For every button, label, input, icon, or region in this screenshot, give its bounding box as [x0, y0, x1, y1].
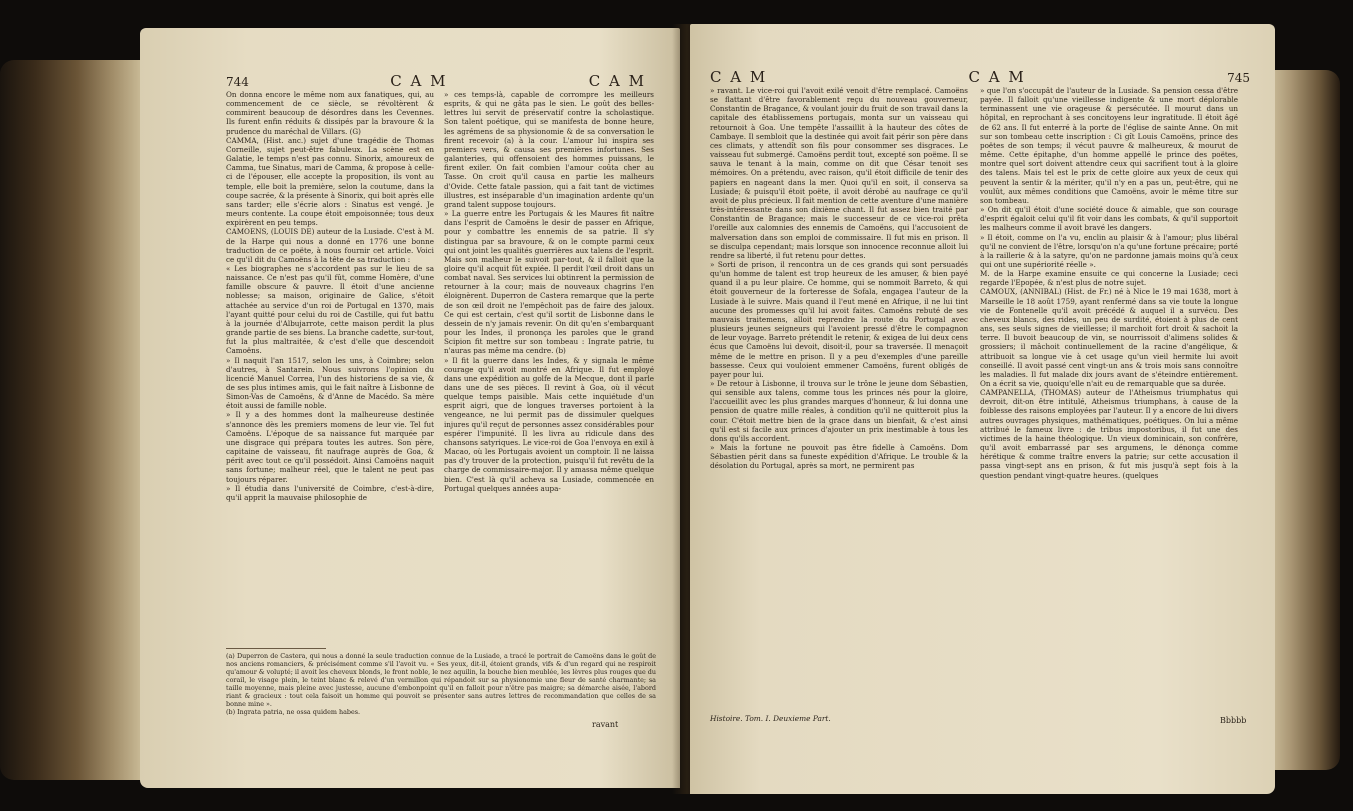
- running-head-left: C A M: [710, 68, 768, 86]
- running-head-left: C A M: [390, 72, 448, 90]
- footnotes: [226, 652, 656, 716]
- column-text: On donna encore le même nom aux fanatiques, qui, au commencement de ce siècle, se révoltèrent & commirent beaucoup de désordres dans les Cevennes. Ils furent enfin réduits & dissipés par la bravoure & la prudence du maréchal de Villars. (G) CAMMA, (Hist. anc.) sujet d'une tragédie de Thomas Corneille, sujet peut-être fabuleux. La scène est en Galatie, le temps n'est pas connu. Sinorix, amoureux de Camma, tue Sinatus, mari de Camma, & propose à celle-ci de l'épouser, elle accepte la proposition, ils vont au temple, elle boit la première, selon la coutume, dans la coupe sacrée, & la présente à Sinorix, qui boit après elle sans tarder; elle s'écrie alors : Sinatus est vengé. Je meurs contente. La coupe étoit empoisonnée; tous deux expirèrent en peu temps. CAMOENS, (LOUIS DE) auteur de la Lusiade. C'est à M. de la Harpe qui nous a donné en 1776 une bonne traduction de ce poëte, à nous fournir cet article. Voici ce qu'il dit du Camoëns à la tête de sa traduction : « Les biographes ne s'accordent pas sur le lieu de sa naissance. Ce n'est pas qu'il fût, comme Homère, d'une famille obscure & pauvre. Il étoit d'une ancienne noblesse; sa maison, originaire de Galice, s'étoit attachée au service d'un roi de Portugal en 1370, mais l'ayant quitté pour celui du roi de Castille, qui fut battu à la journée d'Albujarrote, cette maison perdit la plus grande partie de ses biens. La branche cadette, sur-tout, fut la plus maltraitée, & c'est d'elle que descendoit Camoëns. » Il naquit l'an 1517, selon les uns, à Coimbre; selon d'autres, à Santarein. Nous suivrons l'opinion du licencié Manuel Correa, l'un des historiens de sa vie, & de ses plus intimes amis, qui le fait naître à Lisbonne de Simon-Vas de Camoëns, & d'Anne de Macédo. Sa mère étoit aussi de famille noble. » Il y a des hommes dont la malheureuse destinée s'annonce dès les premiers momens de leur vie. Tel fut Camoëns. L'époque de sa naissance fut marquée par une disgrace qui prépara toutes les autres. Son père, capitaine de vaisseau, fit naufrage auprès de Goa, & périt avec tout ce qu'il possédoit. Ainsi Camoëns naquit sans fortune; malheur réel, que le talent ne peut pas toujours réparer. » Il étudia dans l'université de Coimbre, c'est-à-dire, qu'il apprit la mauvaise philosophie de: [226, 90, 434, 502]
- column-text: » ravant. Le vice-roi qui l'avoit exilé venoit d'être remplacé. Camoëns se flattant d'être favorablement reçu du nouveau gouverneur, Constantin de Bragance, & voulant jouir du fruit de son travail dans la capitale des établissemens portugais, monta sur un vaisseau qui retournoit à Goa. Une tempête l'assaillit à la hauteur des côtes de Cambaye. Il sembloit que la destinée qui avoit fait périr son père dans ces climats, y attendît son fils pour consommer ses disgraces. Le vaisseau fut submergé. Camoëns perdit tout, excepté son poëme. Il se sauva le tenant à la main, comme on dit que César tenoit ses mémoires. On a prétendu, avec raison, qu'il étoit difficile de tenir des papiers en nageant dans la mer. Quoi qu'il en soit, il conserva sa Lusiade; & puisqu'il étoit poëte, il avoit dérobé au naufrage ce qu'il avoit de plus précieux. Il fait mention de cette aventure d'une manière très-intéressante dans son dixième chant. Il fut assez bien traité par Constantin de Bragance; mais le successeur de ce vice-roi prêta l'oreille aux calomnies des ennemis de Camoëns, qui l'accusoient de malversation dans son emploi de commissaire. Il fut mis en prison. Il se disculpa cependant; mais lorsque son innocence reconnue alloit lui rendre sa liberté, il fut retenu pour dettes. » Sorti de prison, il rencontra un de ces grands qui sont persuadés qu'un homme de talent est trop heureux de les amuser, & bien payé quand il a pu leur plaire. Ce homme, qui se nommoit Barreto, & qui étoit gouverneur de la forteresse de Sofala, engagea l'auteur de la Lusiade à le suivre. Mais quand il l'eut mené en Afrique, il ne lui tint aucune des promesses qu'il lui avoit faites. Camoëns rebuté de ses mauvais traitemens, alloit reprendre la route du Portugal avec plusieurs jeunes seigneurs qui l'avoient pressé d'être le compagnon de leur voyage. Barreto prétendit le retenir, & exigea de lui deux cens écus que Camoëns lui devoit, disoit-il, pour sa traversée. Il menaçoit même de le mettre en prison. Il y a peu d'exemples d'une pareille bassesse. Ceux qui vouloient emmener Camoëns, furent obligés de payer pour lui. » De retour à Lisbonne, il trouva sur le trône le jeune dom Sébastien, qui sensible aux talens, comme tous les princes nés pour la gloire, l'accueillit avec les plus grandes marques d'honneur, & lui donna une pension de quatre mille réales, à condition qu'il ne quitteroit plus la cour. C'étoit mettre bien de la grace dans un bienfait, & c'est ainsi qu'il est si facile aux princes d'ajouter un prix inestimable à tous les dons qu'ils accordent. » Mais la fortune ne pouvoit pas être fidelle à Camoëns. Dom Sébastien périt dans sa funeste expédition d'Afrique. Le trouble & la désolation du Portugal, après sa mort, ne permirent pas: [710, 86, 968, 471]
- text-column-1: [710, 86, 968, 736]
- left-page: [140, 28, 680, 788]
- column-text: » ces temps-là, capable de corrompre les meilleurs esprits, & qui ne gâta pas le sien. Le goût des belles-lettres lui servit de préservatif contre la scholastique. Son talent poétique, qui se manifesta de bonne heure, les agrémens de sa physionomie & de sa conversation le firent recevoir (a) à la cour. L'amour lui inspira ses premiers vers, & causa ses premières infortunes. Ses galanteries, qui offensoient des hommes puissans, le firent exiler. On fait combien l'amour coûta cher au Tasse. On croit qu'il causa en partie les malheurs d'Ovide. Cette fatale passion, qui a fait tant de victimes illustres, est inséparable d'un imagination ardente qu'un grand talent suppose toujours. » La guerre entre les Portugais & les Maures fit naître dans l'esprit de Camoëns le desir de passer en Afrique, pour y combattre les ennemis de sa patrie. Il s'y distingua par sa bravoure, & on le compte parmi ceux qui ont joint les qualités guerrières aux talens de l'esprit. Mais son malheur le suivoit par-tout, & il falloit que la gloire qu'il acquit fût expiée. Il perdit l'œil droit dans un combat naval. Ses services lui obtinrent la permission de retourner à la cour; mais de nouveaux chagrins l'en éloignèrent. Duperron de Castera remarque que la perte de son œil droit ne l'empêchoit pas de faire des jaloux. Ce qui est certain, c'est qu'il sortit de Lisbonne dans le dessein de n'y jamais revenir. On dit qu'en s'embarquant pour les Indes, il prononça les paroles que le grand Scipion fit mettre sur son tombeau : Ingrate patrie, tu n'auras pas même ma cendre. (b) » Il fit la guerre dans les Indes, & y signala le même courage qu'il avoit montré en Afrique. Il fut employé dans une expédition au golfe de la Mecque, dont il parle dans une de ses pièces. Il revint à Goa, où il vécut quelque temps paisible. Mais cette inquiétude d'un esprit aigri, que de longues traverses portoient à la vengeance, ne lui permit pas de dissimuler quelques injures qu'il reçut de personnes assez considérables pour espérer l'impunité. Il les livra au ridicule dans des chansons satyriques. Le vice-roi de Goa l'envoya en exil à Macao, où les Portugais avoient un comptoir. Il ne laissa pas d'y trouver de la protection, puisqu'il fut revêtu de la charge de commissaire-major. Il y amassa même quelque bien. C'est là qu'il acheva sa Lusiade, commencée en Portugal quelques années aupa-: [444, 90, 654, 493]
- running-head-right: C A M: [968, 68, 1026, 86]
- footnote-text: (a) Duperron de Castera, qui nous a donné la seule traduction connue de la Lusiade, a tracé le portrait de Camoëns dans le goût de nos anciens romanciers, & précisément comme s'il l'avoit vu. « Ses yeux, dit-il, étoient grands, vifs & d'un regard qui ne respiroit qu'amour & volupté; il avoit les cheveux blonds, le front noble, le nez aquilin, la bouche bien meublée, les lèvres plus rouges que du corail, le visage plein, le teint blanc & relevé d'un vermillon qui répandoit sur sa physionomie une fleur de santé charmante; sa taille moyenne, mais pleine avec justesse, aucune d'embonpoint qu'il en falloit pour n'être pas maigre; sa démarche aisée, l'abord riant & gracieux : tout cela faisoit un homme qui pouvoit se présenter sans autres lettres de recommandation que celles de sa bonne mine ». (b) Ingrata patria, ne ossa quidem habes.: [226, 652, 656, 716]
- volume-footer: Histoire. Tom. I. Deuxieme Part.: [710, 714, 831, 723]
- page-number: 745: [1227, 71, 1250, 85]
- catchword: ravant: [592, 720, 619, 729]
- left-page-stack: [0, 60, 140, 780]
- text-column-1: [226, 90, 434, 650]
- signature-mark: Bbbbb: [1220, 716, 1247, 725]
- footnote-rule: [226, 648, 326, 649]
- text-column-2: [444, 90, 654, 650]
- left-running-head: [226, 72, 646, 90]
- text-column-2: [980, 86, 1238, 736]
- running-head-right: C A M: [588, 72, 646, 90]
- right-page: [690, 24, 1275, 794]
- column-text: » que l'on s'occupât de l'auteur de la Lusiade. Sa pension cessa d'être payée. Il falloit qu'une vieillesse indigente & une mort déplorable terminassent une vie orageuse & persécutée. Il mourut dans un hôpital, en reprochant à ses concitoyens leur ingratitude. Il étoit âgé de 62 ans. Il fut enterré à la porte de l'église de sainte Anne. On mit sur son tombeau cette inscription : Ci gît Louis Camoëns, prince des poëtes de son temps; il vécut pauvre & malheureux, & mourut de même. Cette épitaphe, d'un homme appellé le prince des poëtes, montre quel sort doivent attendre ceux qui sacrifient tout à la gloire des talens. Mais tel est le prix de cette gloire aux yeux de ceux qui peuvent la sentir & la mériter, qu'il n'y en a pas un, peut-être, qui ne voulût, aux mêmes conditions que Camoëns, avoir le même titre sur son tombeau. » On dit qu'il étoit d'une société douce & aimable, que son courage d'esprit égaloit celui qu'il fit voir dans les combats, & qu'il supportoit les malheurs comme il avoit bravé les dangers. » Il étoit, comme on l'a vu, enclin au plaisir & à l'amour; plus libéral qu'il ne convient de l'être, lorsqu'on n'a qu'une fortune précaire; porté à la raillerie & à la satyre, qu'on ne pardonne jamais moins qu'à ceux qui ont une supériorité réelle ». M. de la Harpe examine ensuite ce qui concerne la Lusiade; ceci regarde l'Epopée, & n'est plus de notre sujet. CAMOUX, (ANNIBAL) (Hist. de Fr.) né à Nice le 19 mai 1638, mort à Marseille le 18 août 1759, ayant renfermé dans sa vie toute la longue vie de Fontenelle qu'il avoit précédé & auquel il a survécu. Des cheveux blancs, des rides, un peu de surdité, étoient à plus de cent ans, ses seuls signes de vieillesse; il marchoit fort droit & sachoit la terre. Il buvoit beaucoup de vin, se nourrissoit d'alimens solides & grossiers; il mâchoit continuellement de la racine d'angélique, & attribuoit sa longue vie à cet usage qu'un vieil hermite lui avoit conseillé. Il avoit passé cent vingt-un ans & trois mois sans connoître les maladies. Il fut malade dix jours avant de s'éteindre entièrement. On a écrit sa vie, quoiqu'elle n'ait eu de remarquable que sa durée. CAMPANELLA, (THOMAS) auteur de l'Atheismus triumphatus qui devroit, dit-on être intitulé, Atheismus triumphans, à cause de la foiblesse des raisons employées par l'auteur. Il y a encore de lui divers autres ouvrages physiques, mathématiques, poétiques. On lui a même attribué le fameux livre : de tribus impostoribus, il fut une des victimes de la haine théologique. Un vieux dominicain, son confrère, qu'il avoit embarrassé par ses argumens, le dénonça comme hérétique & comme traître envers la patrie; sur cette accusation il passa vingt-sept ans en prison, & fut mis jusqu'à sept fois à la question pendant vingt-quatre heures. (quelques: [980, 86, 1238, 480]
- page-number: 744: [226, 75, 249, 89]
- right-page-stack: [1270, 70, 1340, 770]
- right-running-head: [710, 68, 1250, 86]
